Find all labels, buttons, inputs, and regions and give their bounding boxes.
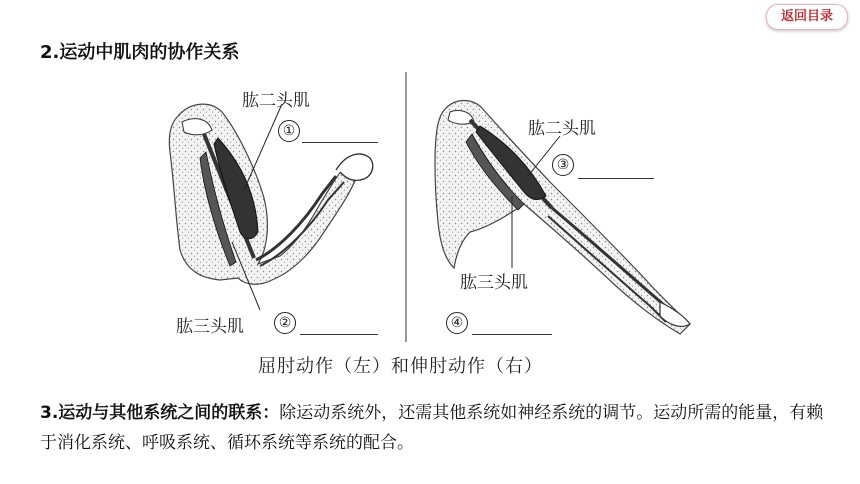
right-biceps-label: 肱二头肌 [528, 119, 596, 139]
blank-marker-1: ① [278, 120, 300, 142]
answer-blank-3 [578, 178, 654, 179]
section-3-paragraph [40, 398, 830, 458]
figure-caption: 屈肘动作（左）和伸肘动作（右） [258, 356, 543, 377]
section-title: 2.运动中肌肉的协作关系 [40, 42, 240, 63]
left-triceps-label: 肱三头肌 [176, 317, 244, 337]
flexed-arm-illustration [169, 104, 372, 310]
section-3-heading: 3.运动与其他系统之间的联系： [40, 403, 280, 423]
section-3-body: 除运动系统外，还需其他系统如神经系统的调节。运动所需的能量，有赖于消化系统、呼吸系统、循环系统等系统的配合。 [40, 403, 824, 453]
blank-marker-4: ④ [446, 312, 468, 334]
left-biceps-label: 肱二头肌 [242, 91, 310, 111]
return-to-contents-button[interactable]: 返回目录 [766, 4, 848, 30]
answer-blank-4 [472, 334, 552, 335]
answer-blank-2 [300, 334, 378, 335]
blank-marker-2: ② [274, 312, 296, 334]
right-triceps-label: 肱三头肌 [460, 273, 528, 293]
blank-marker-3: ③ [552, 154, 574, 176]
answer-blank-1 [302, 142, 378, 143]
